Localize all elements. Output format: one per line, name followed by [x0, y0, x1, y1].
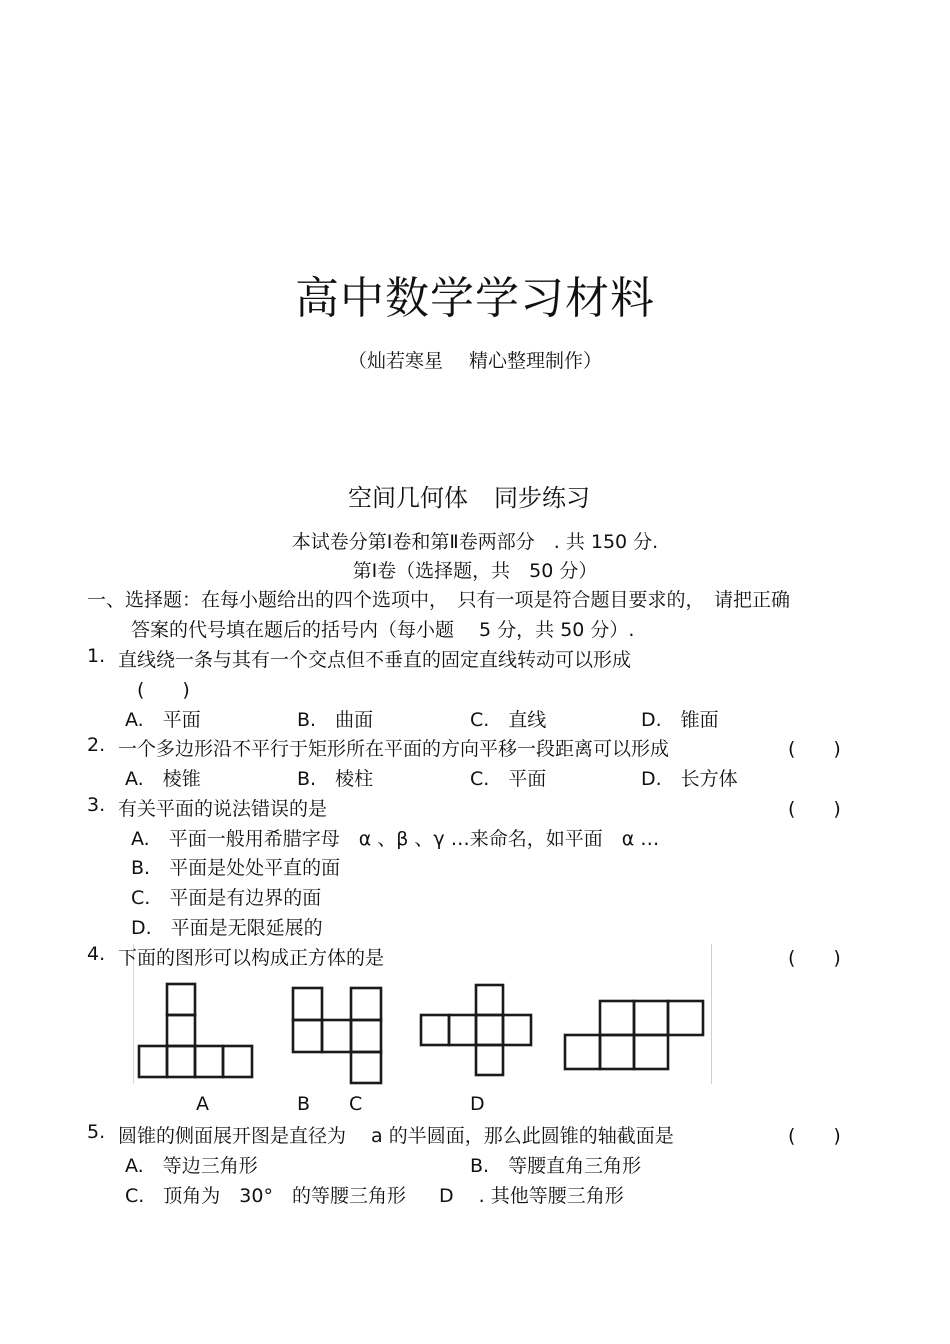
section-instructions-1: 一、选择题：在每小题给出的四个选项中， 只有一项是符合题目要求的， 请把正确: [87, 589, 791, 611]
question-number: 4.: [87, 943, 106, 965]
option-b: B. 曲面: [297, 709, 374, 731]
option-a: A. 平面一般用希腊字母 α 、β 、γ …来命名，如平面 α …: [131, 828, 660, 850]
option-a: A. 棱锥: [125, 768, 201, 790]
answer-paren: ( ): [788, 1125, 841, 1147]
option-b: B. 棱柱: [297, 768, 374, 790]
option-c: C. 平面是有边界的面: [131, 887, 322, 909]
answer-paren: ( ): [788, 738, 841, 760]
figure-label-a: A: [196, 1093, 209, 1115]
option-d: D. 长方体: [641, 768, 738, 790]
subtitle-right: 精心整理制作）: [469, 350, 603, 372]
question-text: 直线绕一条与其有一个交点但不垂直的固定直线转动可以形成: [118, 649, 632, 671]
net-bc: [293, 988, 381, 1083]
heading-right: 同步练习: [494, 484, 590, 512]
option-c: C. 平面: [470, 768, 547, 790]
net-d: [421, 985, 531, 1075]
option-d: D. 平面是无限延展的: [131, 917, 323, 939]
option-c: C. 顶角为 30° 的等腰三角形: [125, 1185, 406, 1207]
option-b: B. 平面是处处平直的面: [131, 857, 341, 879]
subtitle-left: （灿若寒星: [347, 350, 443, 372]
option-d: D . 其他等腰三角形: [439, 1185, 624, 1207]
option-a: A. 等边三角形: [125, 1155, 258, 1177]
volume-line: 第Ⅰ卷（选择题，共 50 分）: [352, 560, 598, 582]
net-e: [565, 1001, 703, 1069]
question-text: 有关平面的说法错误的是: [118, 798, 328, 820]
answer-paren: ( ): [788, 798, 841, 820]
section-instructions-2: 答案的代号填在题后的括号内（每小题 5 分，共 50 分）.: [131, 619, 635, 641]
option-a: A. 平面: [125, 709, 201, 731]
question-number: 1.: [87, 645, 106, 667]
option-b: B. 等腰直角三角形: [470, 1155, 642, 1177]
figure-label-c: C: [349, 1093, 363, 1115]
question-text: 下面的图形可以构成正方体的是: [118, 947, 385, 969]
heading-left: 空间几何体: [348, 484, 468, 512]
question-number: 2.: [87, 734, 106, 756]
figure-label-d: D: [470, 1093, 485, 1115]
intro-line: 本试卷分第Ⅰ卷和第Ⅱ卷两部分 . 共 150 分.: [291, 531, 659, 553]
figure-label-b: B: [297, 1093, 311, 1115]
option-d: D. 锥面: [641, 709, 719, 731]
question-text: 一个多边形沿不平行于矩形所在平面的方向平移一段距离可以形成: [118, 738, 670, 760]
answer-paren: ( ): [137, 679, 190, 701]
question-text: 圆锥的侧面展开图是直径为 a 的半圆面，那么此圆锥的轴截面是: [118, 1125, 674, 1147]
question-number: 5.: [87, 1121, 106, 1143]
answer-paren: ( ): [788, 947, 841, 969]
question-number: 3.: [87, 794, 106, 816]
net-a: [139, 984, 252, 1077]
page-title: 高中数学学习材料: [295, 273, 655, 324]
option-c: C. 直线: [470, 709, 547, 731]
